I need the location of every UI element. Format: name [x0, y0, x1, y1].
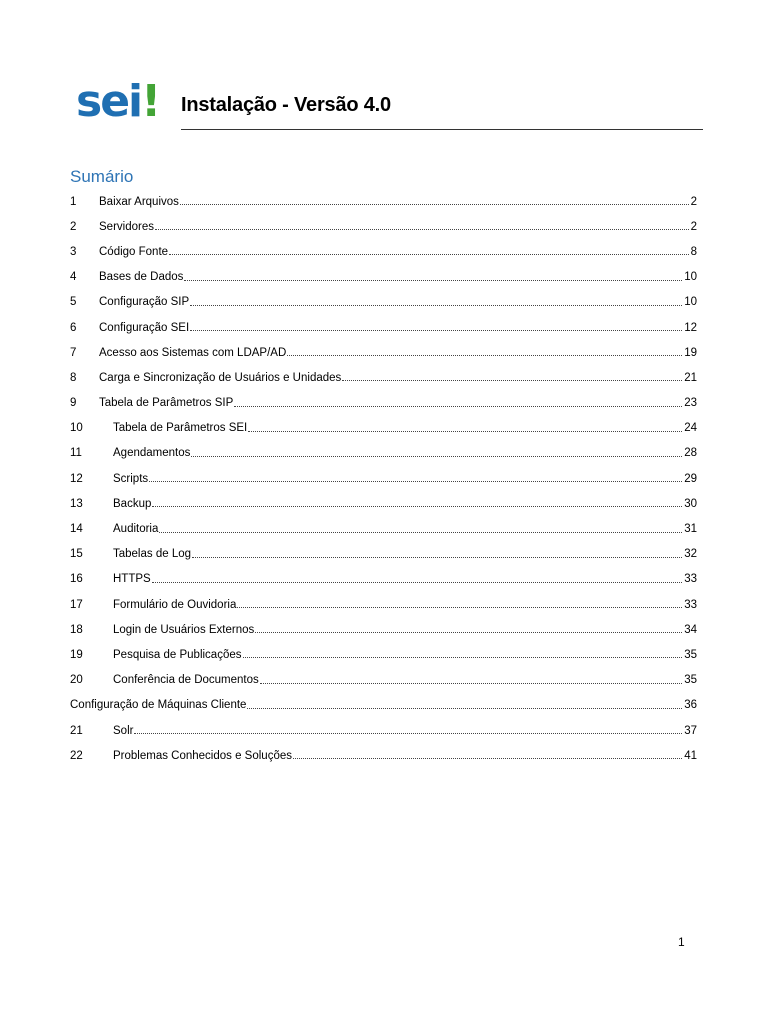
toc-dot-leader — [169, 254, 689, 255]
toc-entry[interactable] — [70, 189, 697, 214]
toc-entry-number: 16 — [70, 573, 83, 586]
toc-entry-page: 28 — [684, 447, 697, 460]
toc-entry[interactable] — [70, 265, 697, 290]
toc-entry[interactable] — [70, 416, 697, 441]
toc-entry-page: 35 — [684, 674, 697, 687]
toc-entry[interactable] — [70, 391, 697, 416]
toc-entry-page: 37 — [684, 724, 697, 737]
toc-entry-title[interactable]: Configuração SIP — [99, 296, 190, 309]
toc-entry-page: 35 — [684, 648, 697, 661]
toc-entry[interactable] — [70, 340, 697, 365]
toc-entry-number: 13 — [70, 497, 83, 510]
toc-dot-leader — [248, 431, 682, 432]
toc-entry-number: 4 — [70, 271, 77, 284]
toc-entry-title[interactable]: Acesso aos Sistemas com LDAP/AD — [99, 346, 287, 359]
toc-entry[interactable] — [70, 365, 697, 390]
toc-dot-leader — [152, 582, 683, 583]
toc-entry[interactable] — [70, 491, 697, 516]
toc-entry-title[interactable]: Formulário de Ouvidoria — [113, 598, 237, 611]
toc-entry-page: 2 — [690, 220, 697, 233]
toc-entry[interactable] — [70, 441, 697, 466]
toc-dot-leader — [191, 456, 682, 457]
toc-entry-title[interactable]: Carga e Sincronização de Usuários e Unidades — [99, 371, 342, 384]
toc-dot-leader — [155, 229, 689, 230]
toc-entry-number: 3 — [70, 245, 77, 258]
toc-entry-title[interactable]: Auditoria — [113, 523, 159, 536]
toc-entry-number: 1 — [70, 195, 77, 208]
toc-entry-page: 30 — [684, 497, 697, 510]
table-of-contents — [70, 189, 697, 768]
toc-entry[interactable] — [70, 516, 697, 541]
toc-entry-page: 10 — [684, 296, 697, 309]
toc-dot-leader — [237, 607, 682, 608]
toc-heading: Sumário — [70, 167, 134, 186]
toc-entry-title[interactable]: Servidores — [99, 220, 154, 233]
toc-entry-title[interactable]: Tabela de Parâmetros SEI — [113, 422, 248, 435]
logo-text: sei — [76, 76, 142, 127]
toc-entry[interactable] — [70, 617, 697, 642]
toc-entry-page: 41 — [684, 749, 697, 762]
toc-dot-leader — [260, 683, 682, 684]
toc-entry-title[interactable]: Problemas Conhecidos e Soluções — [113, 749, 292, 762]
toc-entry[interactable] — [70, 743, 697, 768]
toc-entry-title[interactable]: Tabela de Parâmetros SIP — [99, 397, 234, 410]
toc-entry-page: 12 — [684, 321, 697, 334]
toc-entry[interactable] — [70, 214, 697, 239]
document-title: Instalação - Versão 4.0 — [181, 94, 391, 116]
toc-entry-title[interactable]: Configuração de Máquinas Cliente — [70, 699, 247, 712]
toc-entry-number: 5 — [70, 296, 77, 309]
toc-entry-number: 10 — [70, 422, 83, 435]
toc-dot-leader — [247, 708, 682, 709]
toc-entry-number: 7 — [70, 346, 77, 359]
toc-entry-number: 18 — [70, 623, 83, 636]
toc-entry-number: 6 — [70, 321, 77, 334]
toc-entry-title[interactable]: Login de Usuários Externos — [113, 623, 255, 636]
toc-entry-page: 21 — [684, 371, 697, 384]
toc-entry-page: 8 — [690, 245, 697, 258]
toc-entry[interactable] — [70, 542, 697, 567]
toc-dot-leader — [149, 481, 682, 482]
toc-entry-page: 31 — [684, 523, 697, 536]
toc-dot-leader — [293, 758, 682, 759]
toc-entry-title[interactable]: Agendamentos — [113, 447, 191, 460]
toc-dot-leader — [192, 557, 682, 558]
toc-entry-page: 34 — [684, 623, 697, 636]
toc-dot-leader — [134, 733, 682, 734]
toc-entry-number: 20 — [70, 674, 83, 687]
toc-dot-leader — [184, 280, 682, 281]
toc-entry[interactable] — [70, 466, 697, 491]
logo-mark: ! — [141, 76, 160, 127]
sei-logo — [76, 76, 160, 127]
toc-dot-leader — [287, 355, 682, 356]
toc-dot-leader — [180, 204, 689, 205]
toc-entry-title[interactable]: Solr — [113, 724, 134, 737]
toc-dot-leader — [190, 330, 682, 331]
toc-entry-title[interactable]: Código Fonte — [99, 245, 169, 258]
toc-entry-title[interactable]: Backup — [113, 497, 152, 510]
toc-entry-number: 14 — [70, 523, 83, 536]
page-number: 1 — [678, 935, 685, 949]
toc-dot-leader — [234, 406, 682, 407]
toc-entry-number: 2 — [70, 220, 77, 233]
title-underline — [181, 129, 703, 130]
toc-entry-title[interactable]: Scripts — [113, 472, 149, 485]
toc-dot-leader — [243, 657, 683, 658]
toc-entry[interactable] — [70, 290, 697, 315]
toc-entry-title[interactable]: Baixar Arquivos — [99, 195, 179, 208]
toc-entry[interactable] — [70, 567, 697, 592]
toc-entry[interactable] — [70, 642, 697, 667]
toc-entry-number: 12 — [70, 472, 83, 485]
toc-entry-title[interactable]: Conferência de Documentos — [113, 674, 259, 687]
toc-entry-title[interactable]: Configuração SEI — [99, 321, 190, 334]
toc-entry-page: 33 — [684, 573, 697, 586]
toc-entry-page: 10 — [684, 271, 697, 284]
toc-entry-page: 24 — [684, 422, 697, 435]
toc-dot-leader — [152, 506, 682, 507]
toc-entry-page: 19 — [684, 346, 697, 359]
toc-dot-leader — [190, 305, 682, 306]
toc-entry-number: 17 — [70, 598, 83, 611]
toc-entry-number: 8 — [70, 371, 77, 384]
toc-entry-page: 29 — [684, 472, 697, 485]
toc-entry-title[interactable]: Pesquisa de Publicações — [113, 648, 242, 661]
toc-entry-number: 22 — [70, 749, 83, 762]
toc-dot-leader — [255, 632, 682, 633]
toc-entry-title[interactable]: Tabelas de Log — [113, 548, 192, 561]
toc-entry[interactable] — [70, 693, 697, 718]
toc-entry-number: 11 — [70, 447, 82, 460]
toc-entry[interactable] — [70, 718, 697, 743]
toc-entry-number: 9 — [70, 397, 77, 410]
toc-entry-page: 32 — [684, 548, 697, 561]
toc-entry-page: 33 — [684, 598, 697, 611]
toc-entry[interactable] — [70, 592, 697, 617]
toc-entry-page: 2 — [690, 195, 697, 208]
toc-entry-number: 21 — [70, 724, 83, 737]
toc-entry-number: 19 — [70, 648, 83, 661]
toc-entry[interactable] — [70, 315, 697, 340]
toc-entry-page: 23 — [684, 397, 697, 410]
toc-entry[interactable] — [70, 668, 697, 693]
toc-entry[interactable] — [70, 239, 697, 264]
toc-dot-leader — [342, 380, 682, 381]
toc-entry-page: 36 — [684, 699, 697, 712]
toc-dot-leader — [159, 532, 682, 533]
toc-entry-title[interactable]: Bases de Dados — [99, 271, 184, 284]
toc-entry-title[interactable]: HTTPS — [113, 573, 151, 586]
toc-entry-number: 15 — [70, 548, 83, 561]
